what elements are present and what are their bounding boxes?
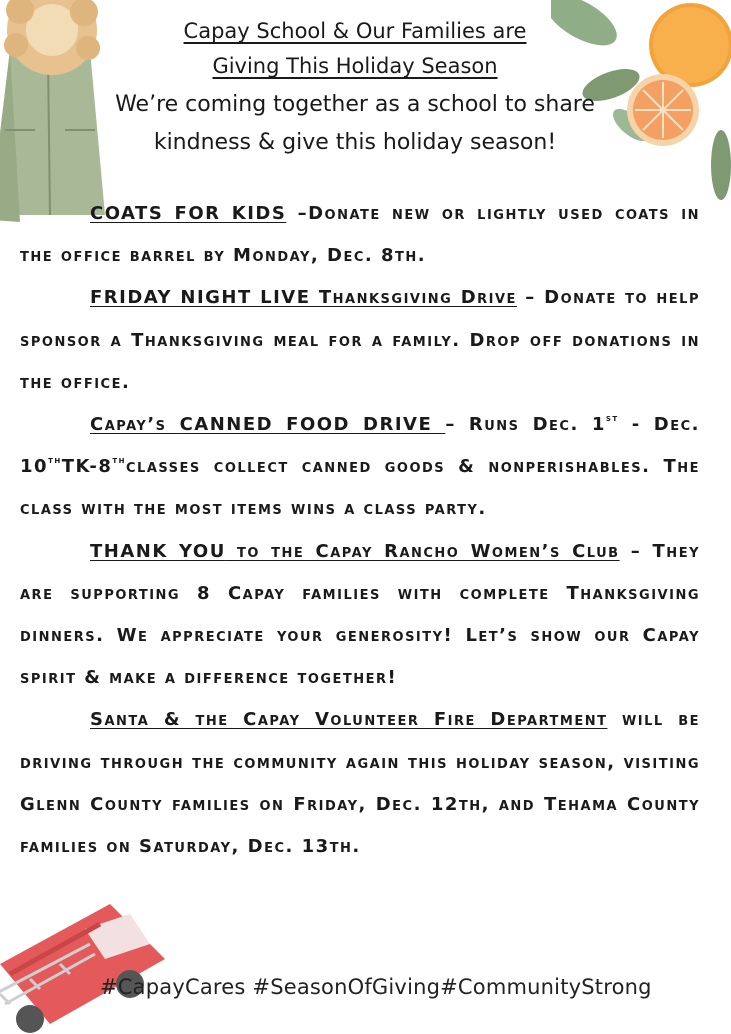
announcement-body: [20, 193, 700, 868]
coats-text: –Donate new or lightly used coats in the office barrel by Monday, Dec. 8th.: [20, 203, 700, 267]
thanks-title-caps: THANK YOU: [90, 540, 226, 562]
thanks-paragraph: [20, 531, 700, 700]
santa-title: Santa & the Capay Volunteer Fire Department: [90, 709, 608, 731]
santa-text: will be driving through the community again this holiday season, visiting Glenn County families on Friday, Dec. 12th, and Tehama County families on Saturday, Dec. 13th.: [20, 709, 700, 858]
fnl-title-caps: FRIDAY NIGHT LIVE: [90, 287, 311, 309]
canned-text3: TK-8: [61, 456, 113, 478]
fire-truck-illustration: [0, 884, 190, 1034]
header-subtitle-line1: We’re coming together as a school to share: [115, 92, 595, 117]
canned-sup2: th: [48, 455, 62, 467]
header: [100, 14, 610, 163]
canned-title-prefix: Capay’s: [90, 414, 180, 436]
canned-text4: classes collect canned goods & nonperishables. The class with the most items wins a class party.: [20, 456, 700, 520]
header-title-line2: Giving This Holiday Season: [212, 54, 498, 78]
coats-title: COATS FOR KIDS: [90, 203, 287, 224]
canned-text1: – Runs Dec. 1: [445, 414, 606, 436]
canned-paragraph: [20, 404, 700, 531]
canned-sup3: th: [112, 455, 127, 467]
header-subtitle-line2: kindness & give this holiday season!: [153, 130, 557, 155]
hashtags: #CapayCares #SeasonOfGiving#CommunityStrong: [100, 975, 652, 999]
santa-paragraph: [20, 699, 700, 868]
fnl-paragraph: [20, 277, 700, 404]
coats-paragraph: [20, 193, 700, 277]
fnl-text: – Donate to help sponsor a Thanksgiving meal for a family. Drop off donations in the office.: [20, 287, 700, 393]
fnl-title-rest: Thanksgiving Drive: [310, 287, 517, 309]
canned-title-caps: CANNED FOOD DRIVE: [179, 414, 446, 436]
thanks-title-rest: to the Capay Rancho Women’s Club: [225, 540, 620, 562]
canned-text2: - Dec. 10: [20, 414, 700, 478]
header-title-line1: Capay School & Our Families are: [183, 19, 527, 43]
canned-sup1: st: [605, 413, 619, 425]
thanks-text: – They are supporting 8 Capay families with complete Thanksgiving dinners. We appreciate your generosity! Let’s show our Capay spirit & make a difference together!: [20, 540, 700, 689]
